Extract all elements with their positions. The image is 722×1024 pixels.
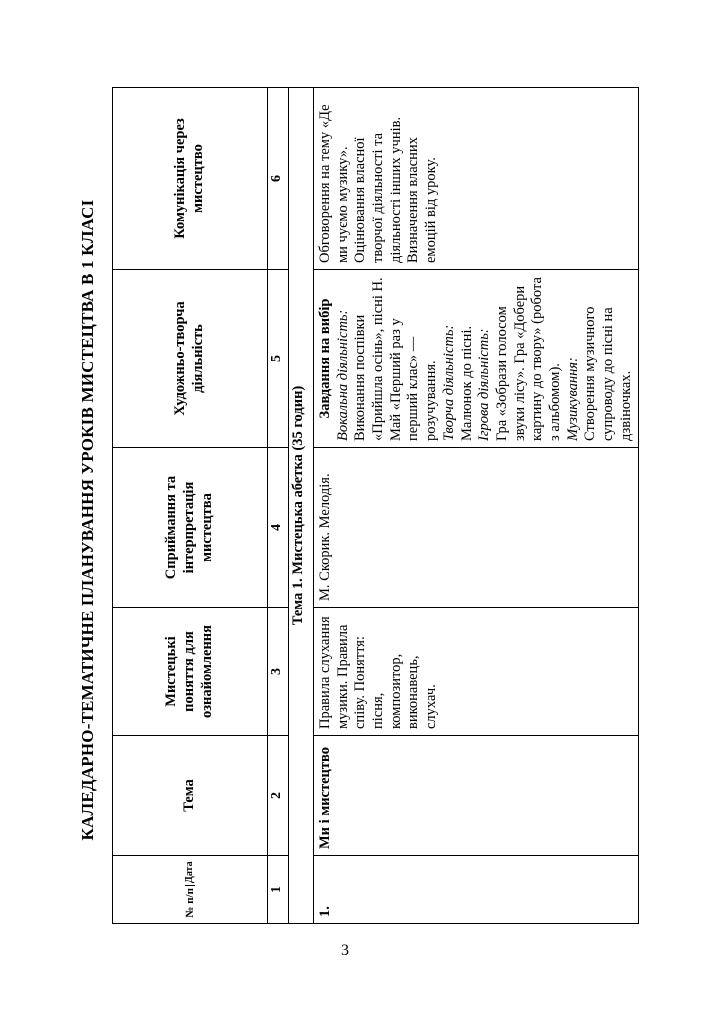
- header-communication: Комунікація через мистецтво: [113, 88, 268, 270]
- table-row: [314, 88, 639, 924]
- header-concepts: Мистецькі поняття для ознайомлення: [113, 608, 268, 736]
- game-text: Гра «Зобрази голосом звуки лісу». Гра «Добери картину до твору» (робота з альбомом).: [493, 277, 563, 441]
- header-num: № п/п: [183, 888, 196, 918]
- column-number-row: [268, 88, 289, 924]
- vocal-text: Виконання поспівки «Прийшла осінь», пісні Н. Май «Перший раз у перший клас» — розучування.: [352, 277, 440, 441]
- row-concepts: Правила слухання музики. Правила співу. Поняття: пісня, композитор, виконавець, слухач.: [314, 608, 639, 736]
- creative-text: Малюнок до пісні.: [458, 325, 475, 441]
- topic-row: [289, 88, 314, 924]
- planning-table: [112, 87, 639, 924]
- page-title: КАЛЕДАРНО-ТЕМАТИЧНЕ ПЛАНУВАННЯ УРОКІВ МИСТЕЦТВА В 1 КЛАСІ: [78, 199, 97, 841]
- header-perception: Сприймання та інтерпретація мистецтва: [113, 448, 268, 608]
- topic-title: Тема 1. Мистецька абетка (35 годин): [289, 88, 314, 924]
- creative-label: Творча діяльність:: [440, 324, 457, 441]
- column-number: 1: [268, 856, 289, 924]
- vocal-label: Вокальна діяльність:: [334, 309, 351, 441]
- header-date: Дата: [185, 861, 195, 886]
- table-container: [112, 88, 634, 924]
- column-number: 4: [268, 448, 289, 608]
- table-rotated-wrapper: [112, 88, 634, 924]
- row-number: 1.: [314, 856, 639, 924]
- column-number: 2: [268, 736, 289, 856]
- column-number: 6: [268, 88, 289, 270]
- game-label: Ігрова діяльність:: [476, 328, 493, 441]
- header-num-date: [113, 856, 268, 924]
- creative-heading: Завдання на вибір: [317, 298, 333, 419]
- column-number: 3: [268, 608, 289, 736]
- row-creative: [314, 270, 639, 448]
- row-communication: Обговорення на тему «Де ми чуємо музику». Оцінювання власної творчої діяльності та діяльності інших учнів. Визначення власних емоцій від уроку.: [314, 88, 639, 270]
- page-number: 3: [341, 942, 349, 959]
- music-text: Створення музичного супроводу до пісні на дзвіночках.: [582, 306, 634, 441]
- header-row: [113, 88, 268, 924]
- row-theme: Ми і мистецтво: [314, 736, 639, 856]
- music-label: Музикування:: [564, 357, 581, 441]
- row-perception: М. Скорик. Мелодія.: [314, 448, 639, 608]
- header-theme: Тема: [113, 736, 268, 856]
- header-creative: Художньо-творча діяльність: [113, 270, 268, 448]
- column-number: 5: [268, 270, 289, 448]
